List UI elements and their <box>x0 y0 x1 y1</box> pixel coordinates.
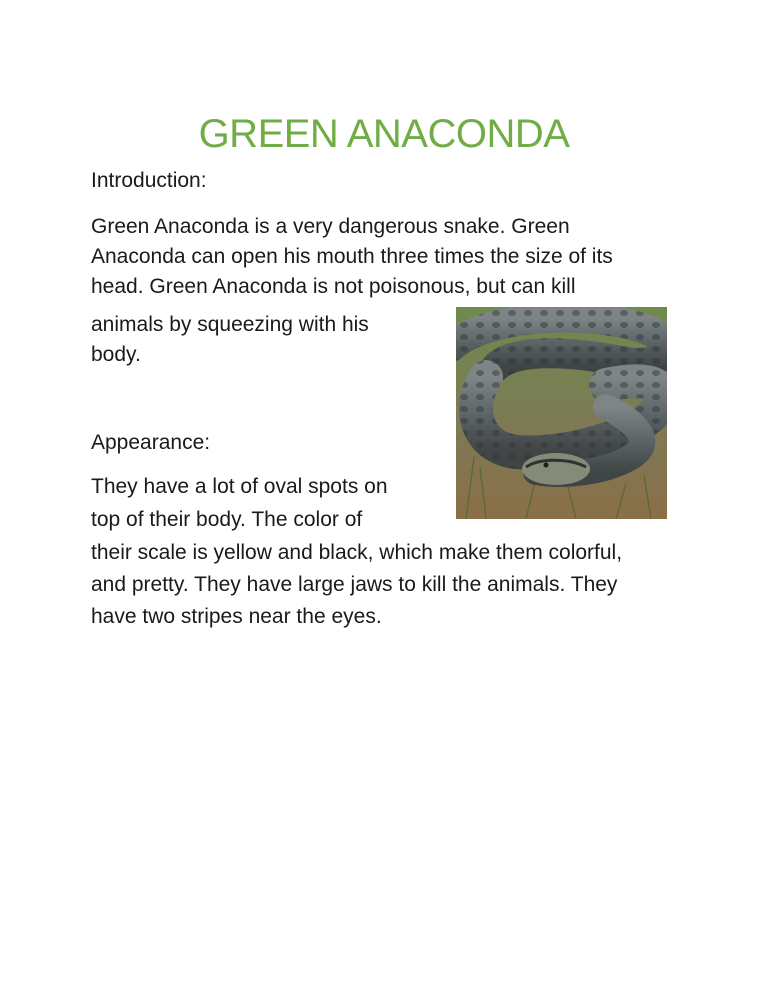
appearance-line: and pretty. They have large jaws to kill the animals. They <box>91 573 618 596</box>
intro-line: head. Green Anaconda is not poisonous, but can kill <box>91 275 576 298</box>
intro-line: Green Anaconda is a very dangerous snake. Green <box>91 215 570 238</box>
anaconda-photo <box>456 307 667 519</box>
appearance-line: They have a lot of oval spots on <box>91 475 388 498</box>
appearance-line: top of their body. The color of <box>91 508 363 531</box>
intro-line: animals by squeezing with his <box>91 313 369 336</box>
intro-line: Anaconda can open his mouth three times the size of its <box>91 245 613 268</box>
appearance-line: their scale is yellow and black, which make them colorful, <box>91 541 623 564</box>
appearance-line: have two stripes near the eyes. <box>91 605 382 628</box>
page-title: GREEN ANACONDA <box>198 112 570 156</box>
appearance-heading: Appearance: <box>91 431 211 454</box>
introduction-heading: Introduction: <box>91 169 207 192</box>
intro-line: body. <box>91 343 141 366</box>
